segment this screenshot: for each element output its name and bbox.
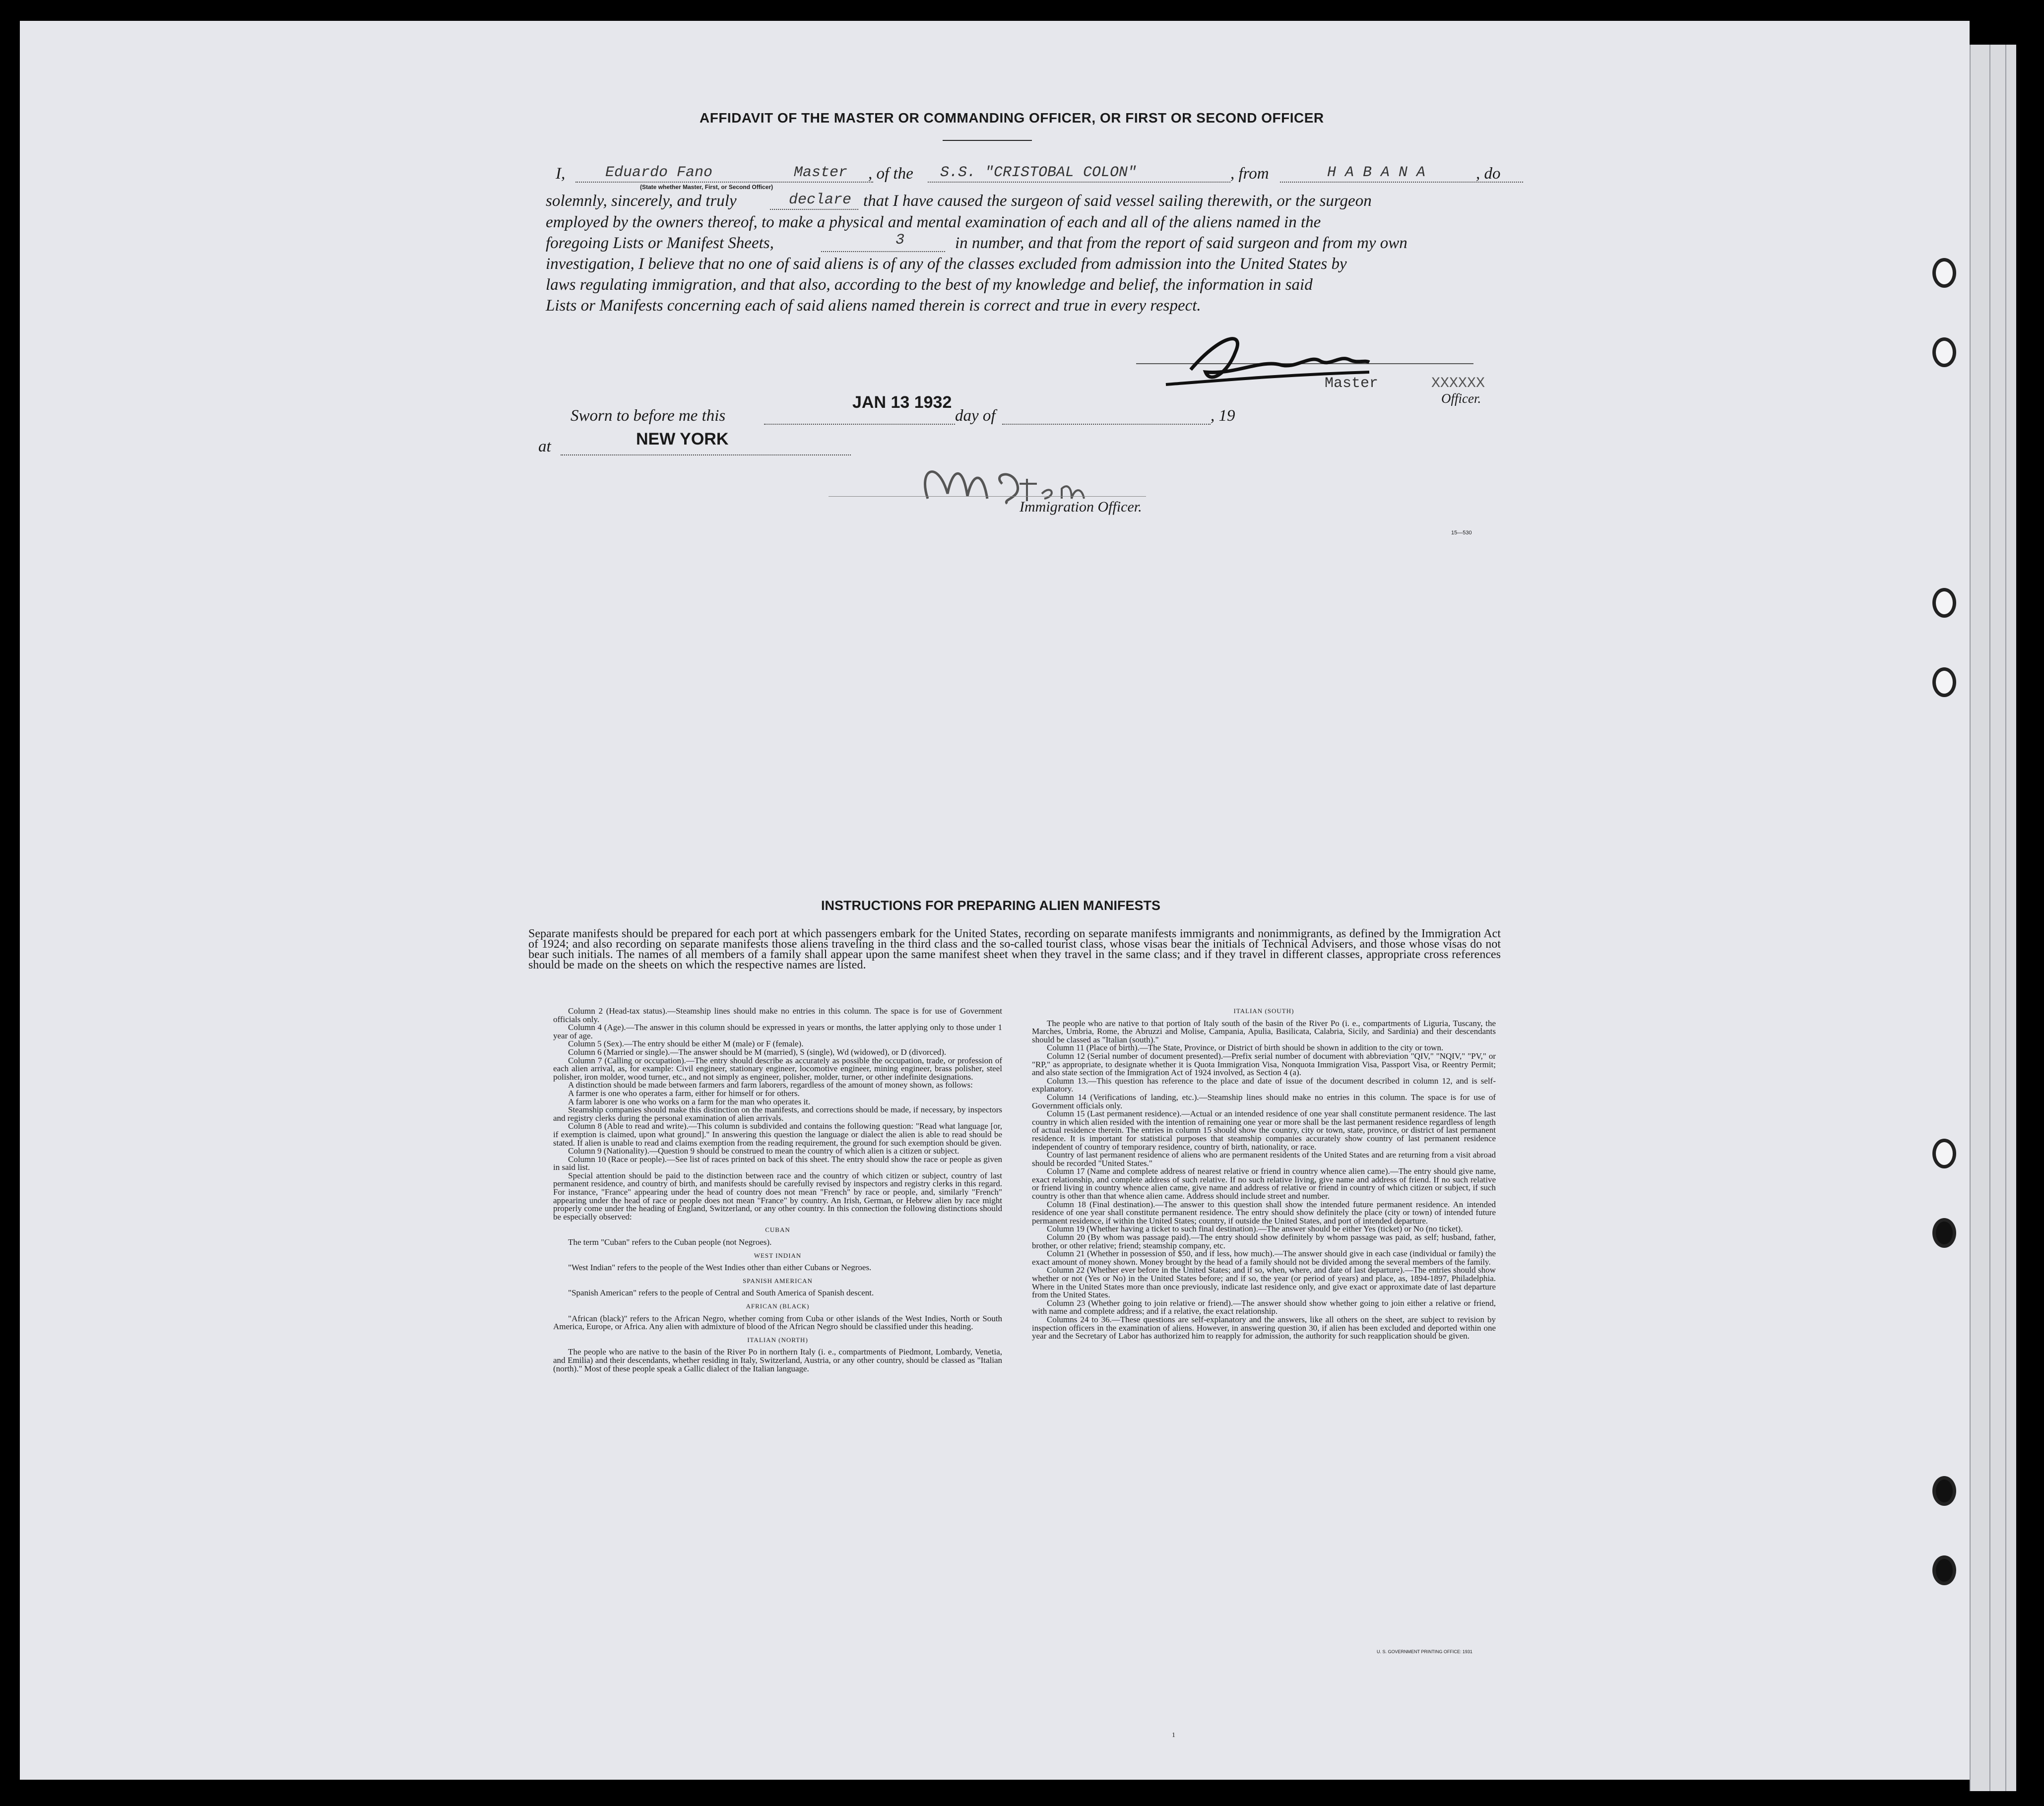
binder-hole <box>1932 258 1956 288</box>
signature-crossed: XXXXXX <box>1431 375 1485 392</box>
officer-title: Immigration Officer. <box>1020 499 1142 515</box>
instructions-right-column: ITALIAN (SOUTH) The people who are native to that portion of Italy south of the basin of the River Po (i. e., compartments of Liguria, Tuscany, the Marches, Umbria, Rome, the Abruzzi and Molise, Campania, Apulia, Basilicata, Calabria, Sicily, and Sardinia) and their descendants should be classed as "Italian (south)." Column 11 (Place of birth).—The State, Province, or District of birth should be shown in addition to the city or town. Column 12 (Serial number of document presented).—Prefix serial number of document with abbreviation "QIV," "NQIV," "PV," or "RP," as appropriate, to designate whether it is Quota Immigration Visa, Nonquota Immigration Visa, Passport Visa, or Reentry Permit; and also state section of the Immigration Act of 1924 involved, as Section 4 (a). Column 13.—This question has reference to the place and date of issue of the document described in column 12, and is self-explanatory. Column 14 (Verifications of landing, etc.).—Steamship lines should make no entries in this column. The space is for use of Government officials only. Column 15 (Last permanent residence).—Actual or an intended residence of one year shall constitute permanent residence. The last country in which alien resided with the intention of remaining one year or more shall be the last permanent residence regardless of length of actual residence therein. The entries in column 15 should show the country, city or town, state, province, or district of last permanent residence. It is important for statistical purposes that steamship companies accurately show country of last permanent residence independent of country of temporary residence, country of birth, nationality, or race. Country of last permanent residence of aliens who are permanent residents of the United States and are returning from a visit abroad should be recorded "United States." Column 17 (Name and complete address of nearest relative or friend in country whence alien came).—The entry should give name, exact relationship, and complete address of such relative. If no such relative living, give name and address of friend. If no such relative or friend living in country whence alien came, give name and address of relative or friend in country of which citizen or subject, if such country is other than that whence alien came. Address should include street and number. Column 18 (Final destination).—The answer to this question shall show the intended future permanent residence. An intended residence of one year shall constitute permanent residence. The entry should show definitely the place (city or town) of intended future permanent residence, if within the United States; country, if outside the United States, and port of intended departure. Column 19 (Whether having a ticket to such final destination).—The answer should be either Yes (ticket) or No (no ticket). Column 20 (By whom was passage paid).—The entry should show definitely by whom passage was paid, as self; husband, father, brother, or other relative; friend; steamship company, etc. Column 21 (Whether in possession of $50, and if less, how much).—The answer should give in each case (individual or family) the exact amount of money shown. Money brought by the head of a family should not be divided among the several members of the family. Column 22 (Whether ever before in the United States; and if so, when, where, and date of last departure).—The entries should show whether or not (Yes or No) in the United States before; and if so, the year (or period of years) and place, as, 1894-1897, Philadelphia. Where in the United States more than once previously, indicate last residence only, and give exact or approximate date of last departure from the United States. Column 23 (Whether going to join relative or friend).—The answer should show whether going to join either a relative or friend, with name and complete address; and if a relative, the exact relationship. Columns 24 to 36.—These questions are self-explanatory and the answers, like all others on the sheet, are subject to revision by inspection officers in the examination of aliens. However, in answering question 30, if alien has been excluded and deported within one year and the Secretary of Labor has authorized him to reapply for admission, the authority for such reapplication should be given. <box>1032 1007 1496 1341</box>
instructions-title: INSTRUCTIONS FOR PREPARING ALIEN MANIFESTS <box>821 898 1161 913</box>
svg-text:M. Stern: M. Stern <box>908 449 910 450</box>
signature-rank: Master <box>1325 375 1379 392</box>
affidavit-title: AFFIDAVIT OF THE MASTER OR COMMANDING OFFICER, OR FIRST OR SECOND OFFICER <box>700 110 1324 126</box>
binder-hole <box>1932 337 1956 367</box>
heading-spanish-american: SPANISH AMERICAN <box>743 1277 813 1285</box>
binder-hole <box>1932 1476 1956 1506</box>
vessel-name: S.S. "CRISTOBAL COLON" <box>940 164 1137 181</box>
affidavit-line-3: employed by the owners thereof, to make a physical and mental examination of each and all of the aliens named in the <box>546 213 1321 231</box>
printing-office-note: U. S. GOVERNMENT PRINTING OFFICE: 1931 <box>1377 1649 1472 1654</box>
binder-hole <box>1932 588 1956 618</box>
binder-hole <box>1932 1555 1956 1585</box>
page-edge <box>1989 45 2005 1791</box>
declare-word: declare <box>789 192 852 208</box>
page-number: 1 <box>1172 1732 1175 1739</box>
master-name: Eduardo Fano <box>605 164 713 181</box>
form-number: 15—530 <box>1451 530 1472 536</box>
rank-note: (State whether Master, First, or Second Officer) <box>640 184 773 191</box>
title-rule <box>943 140 1032 141</box>
binder-hole <box>1932 667 1956 697</box>
heading-cuban: CUBAN <box>765 1226 790 1234</box>
page-edge <box>2005 45 2016 1791</box>
affidavit-line-6: laws regulating immigration, and that also, according to the best of my knowledge and belief, the information in said <box>546 276 1313 294</box>
affidavit-line-7: Lists or Manifests concerning each of said aliens named therein is correct and true in every respect. <box>546 297 1201 315</box>
heading-italian-south: ITALIAN (SOUTH) <box>1233 1007 1294 1015</box>
instructions-left-column: Column 2 (Head-tax status).—Steamship lines should make no entries in this column. The space is for use of Government officials only. Column 4 (Age).—The answer in this column should be expressed in years or months, the latter applying only to those under 1 year of age. Column 5 (Sex).—The entry should be either M (male) or F (female). Column 6 (Married or single).—The answer should be M (married), S (single), Wd (widowed), or D (divorced). Column 7 (Calling or occupation).—The entry should describe as accurately as possible the occupation, trade, or profession of each alien arrival, as, for example: Civil engineer, stationary engineer, locomotive engineer, mining engineer, brass polisher, steel polisher, iron molder, wood turner, etc., and not simply as engineer, polisher, molder, turner, or other indefinite designations. A distinction should be made between farmers and farm laborers, regardless of the amount of money shown, as follows: A farmer is one who operates a farm, either for himself or for others. A farm laborer is one who works on a farm for the man who operates it. Steamship companies should make this distinction on the manifests, and corrections should be made, if necessary, by inspectors and registry clerks during the personal examination of alien arrivals. Column 8 (Able to read and write).—This column is subdivided and contains the following question: "Read what language [or, if exemption is claimed, upon what ground]." In answering this question the language or dialect the alien is able to read should be stated. If alien is unable to read and claims exemption from the reading requirement, the ground for such exemption should be given. Column 9 (Nationality).—Question 9 should be construed to mean the country of which alien is a citizen or subject. Column 10 (Race or people).—See list of races printed on back of this sheet. The entry should show the race or people as given in said list. Special attention should be paid to the distinction between race and the country of which citizen or subject, country of last permanent residence, and country of birth, and manifests should be carefully revised by inspectors and registry clerks in this regard. For instance, "France" appearing under the head of country does not mean "French" by race or people, and, similarly "French" appearing under the head of race or people does not mean "France" by country. An Irish, German, or Hebrew alien by race might properly come under the heading of England, Switzerland, or any other country. In this connection the following distinctions should be especially observed: CUBAN The term "Cuban" refers to the Cuban people (not Negroes). WEST INDIAN "West Indian" refers to the people of the West Indies other than either Cubans or Negroes. SPANISH AMERICAN "Spanish American" refers to the people of Central and South America of Spanish descent. AFRICAN (BLACK) "African (black)" refers to the African Negro, whether coming from Cuba or other islands of the West Indies, North or South America, Europe, or Africa. Any alien with admixture of blood of the African Negro should be classified under this heading. ITALIAN (NORTH) The people who are native to the basin of the River Po in northern Italy (i. e., compartments of Piedmont, Lombardy, Venetia, and Emilia) and their descendants, whether residing in Italy, Switzerland, Austria, or any other country, should be classed as "Italian (north)." Most of these people speak a Gallic dialect of the Italian language. <box>553 1006 1002 1373</box>
sheet-count: 3 <box>895 232 905 249</box>
affidavit-line-5: investigation, I believe that no one of said aliens is of any of the classes excluded from admission into the United States by <box>546 255 1347 273</box>
heading-african: AFRICAN (BLACK) <box>746 1302 810 1310</box>
master-rank: Master <box>794 164 848 181</box>
binder-hole <box>1932 1218 1956 1248</box>
officer-label: Officer. <box>1441 391 1481 406</box>
departure-port: H A B A N A <box>1327 164 1426 181</box>
binder-hole <box>1932 1139 1956 1168</box>
heading-italian-north: ITALIAN (NORTH) <box>747 1336 808 1344</box>
date-stamp: JAN 13 1932 <box>852 393 952 412</box>
heading-west-indian: WEST INDIAN <box>754 1251 802 1259</box>
page-edge <box>1970 45 1989 1791</box>
sworn-place: NEW YORK <box>636 430 729 449</box>
instructions-intro: Separate manifests should be prepared for each port at which passengers embark for the United States, recording on separate manifests immigrants and nonimmigrants, as defined by the Immigration Act of 1924; and also recording on separate manifests those aliens traveling in the third class and the so-called tourist class, whose visas bear the initials of Technical Advisers, and those whose visas do not bear such initials. The names of all members of a family shall appear upon the same manifest sheet when they travel in the same class; and if they travel in different classes, appropriate cross references should be made on the sheets on which the respective names are listed. <box>528 927 1501 971</box>
